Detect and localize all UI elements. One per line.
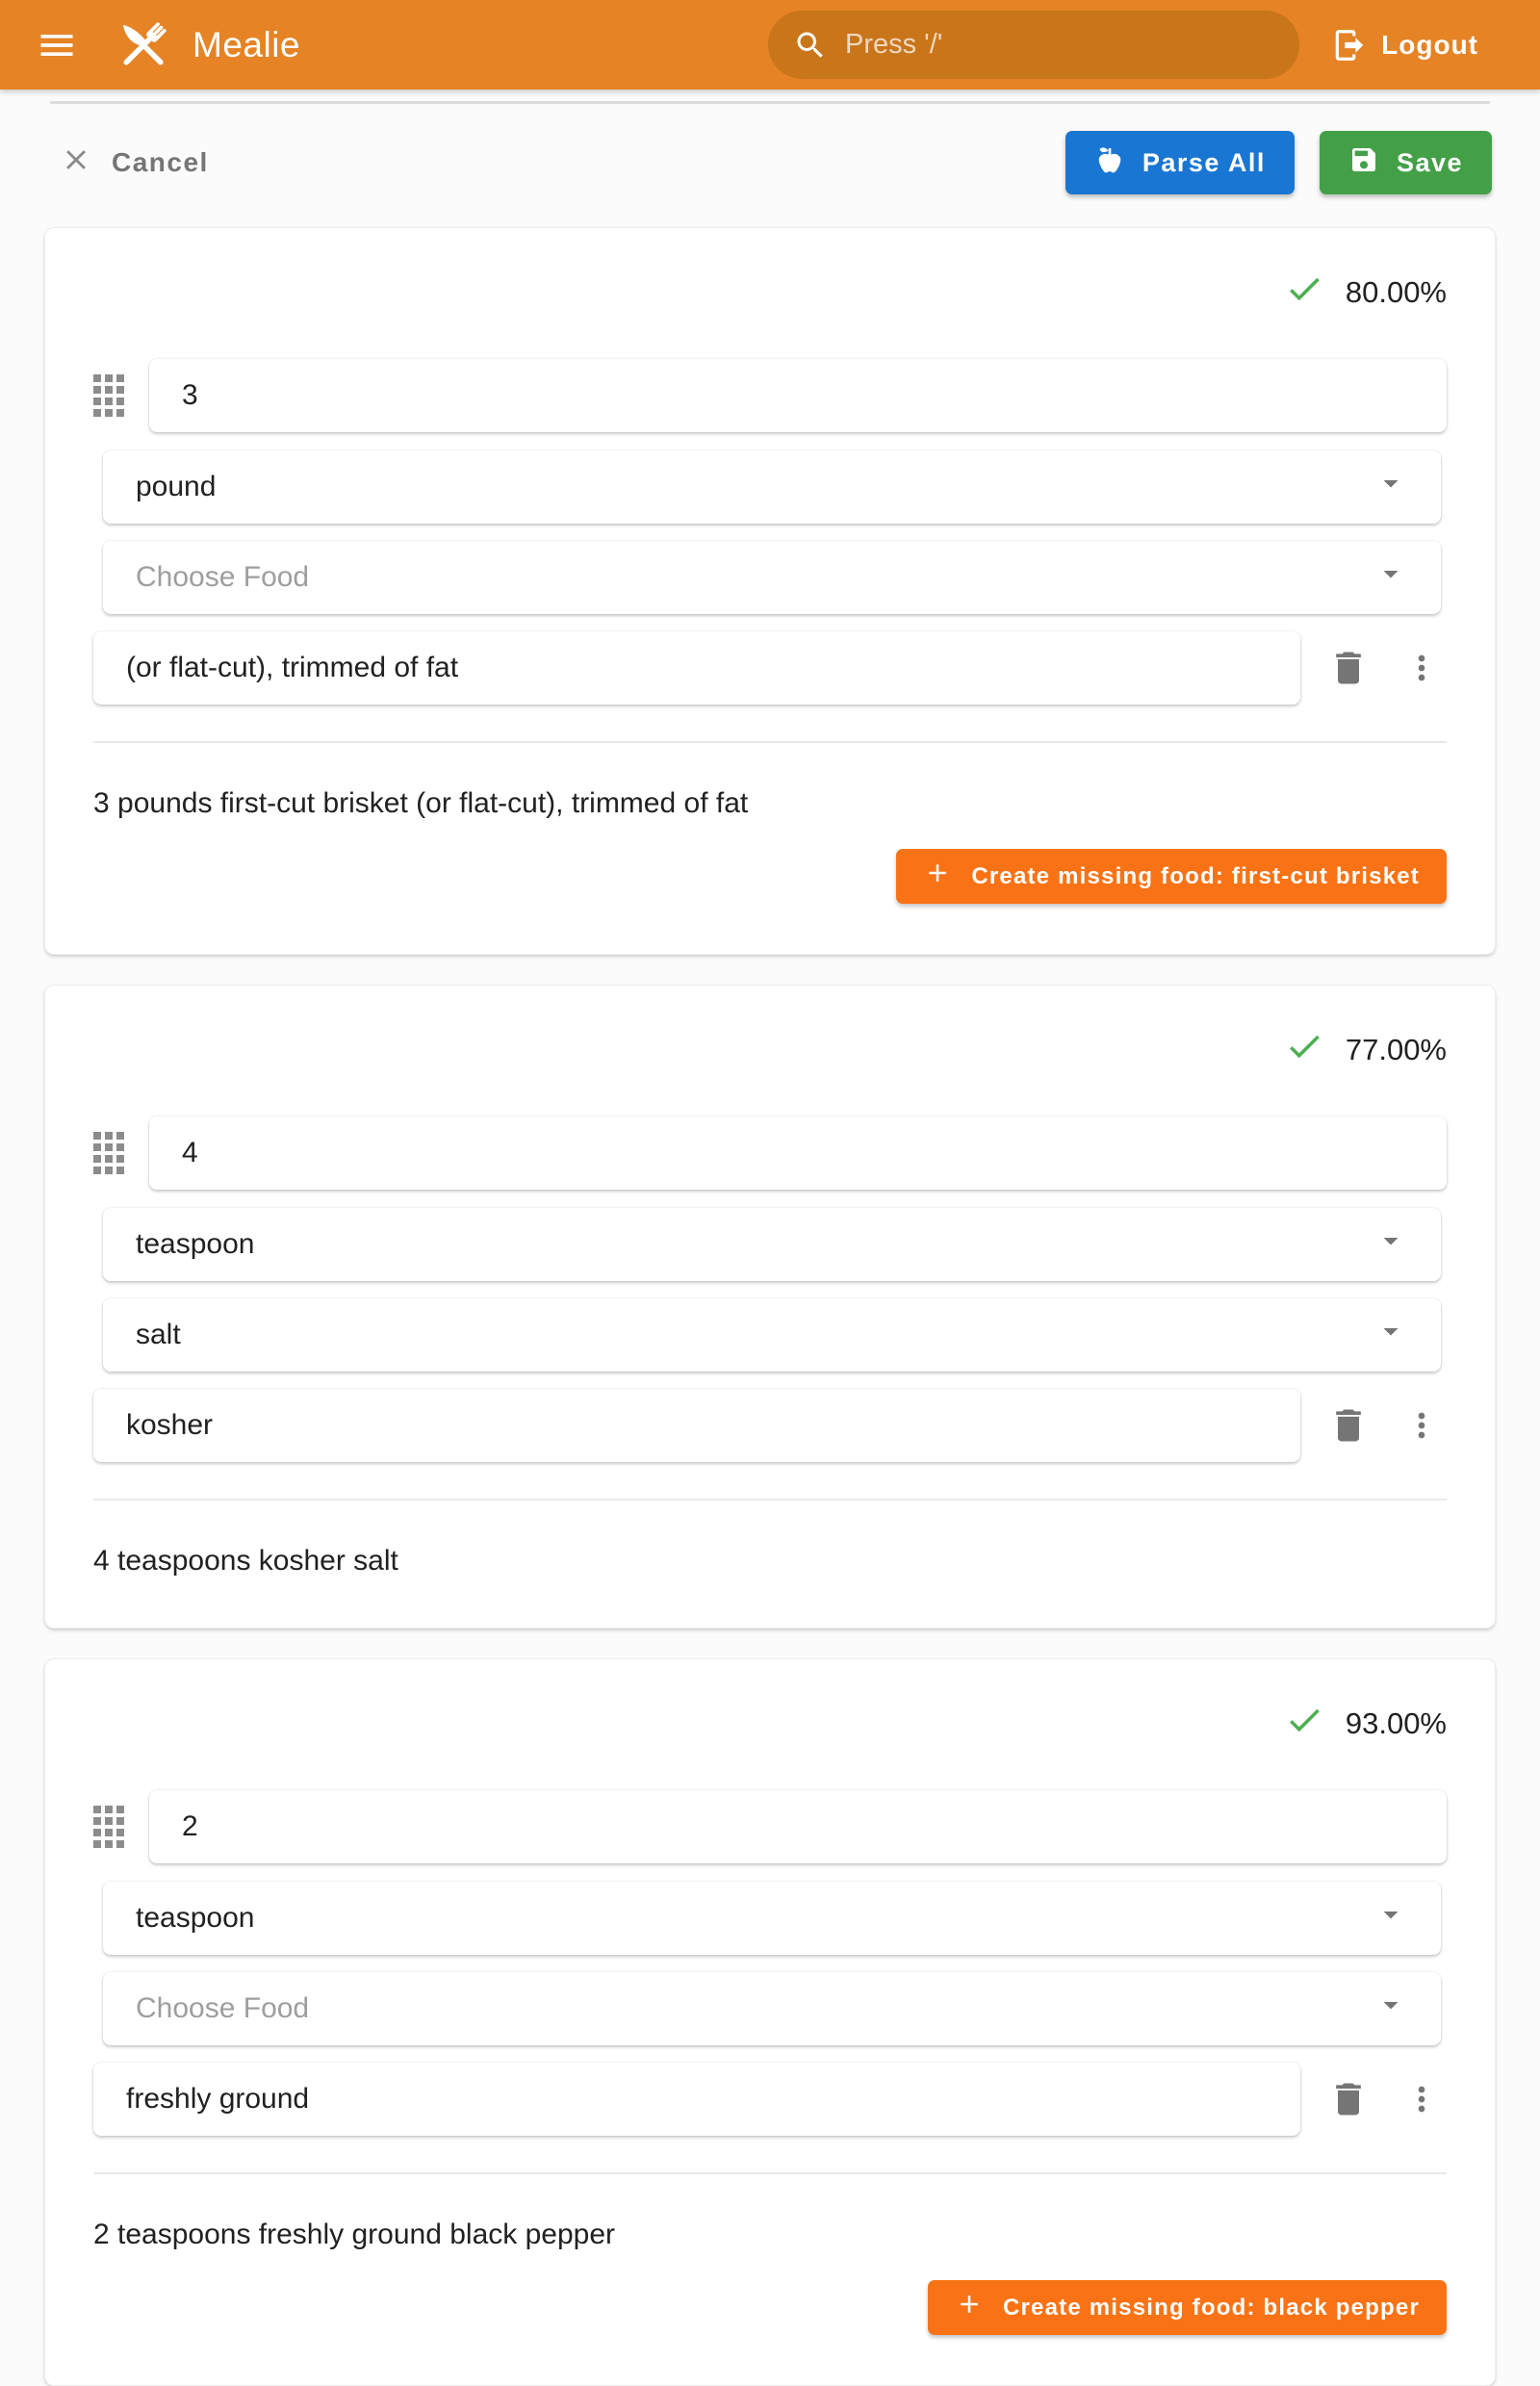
check-icon	[1284, 269, 1324, 317]
food-value: salt	[136, 1319, 181, 1350]
chevron-down-icon	[1373, 1988, 1408, 2030]
food-select[interactable]	[103, 1298, 1441, 1372]
unit-select[interactable]	[103, 450, 1441, 524]
search-bar[interactable]	[768, 11, 1299, 79]
plus-icon	[923, 859, 952, 894]
ingredient-card-1	[44, 227, 1496, 955]
create-missing-food-button[interactable]	[896, 849, 1447, 904]
mealie-logo-icon	[112, 13, 175, 77]
search-icon	[793, 28, 828, 63]
logout-label: Logout	[1381, 29, 1478, 60]
header-divider	[50, 101, 1490, 104]
more-menu-icon[interactable]	[1397, 2074, 1447, 2124]
confidence-value: 77.00%	[1345, 1033, 1447, 1066]
confidence-value: 80.00%	[1345, 275, 1447, 309]
app-bar	[0, 0, 1540, 90]
unit-value: teaspoon	[136, 1902, 255, 1934]
ingredient-parser-page	[0, 101, 1540, 2386]
unit-value: teaspoon	[136, 1228, 255, 1260]
delete-button[interactable]	[1323, 643, 1373, 693]
quantity-input[interactable]	[149, 359, 1447, 432]
save-label: Save	[1396, 147, 1463, 177]
logout-button[interactable]	[1331, 0, 1478, 90]
original-ingredient-text: 4 teaspoons kosher salt	[93, 1545, 398, 1577]
unit-select[interactable]	[103, 1208, 1441, 1281]
quantity-input[interactable]	[149, 1116, 1447, 1190]
card-divider	[93, 741, 1447, 743]
check-icon	[1284, 1700, 1324, 1748]
food-placeholder: Choose Food	[136, 1992, 310, 2024]
food-select[interactable]	[103, 1972, 1441, 2045]
more-menu-icon[interactable]	[1397, 1400, 1447, 1450]
drag-handle-icon[interactable]	[93, 374, 149, 417]
app-title: Mealie	[192, 24, 300, 64]
chevron-down-icon	[1373, 466, 1408, 508]
save-icon	[1348, 144, 1379, 182]
confidence-value: 93.00%	[1345, 1706, 1447, 1740]
card-divider	[93, 2172, 1447, 2174]
parse-all-button[interactable]	[1065, 131, 1295, 194]
ingredient-card-3	[44, 1658, 1496, 2386]
plus-icon	[955, 2290, 984, 2325]
parse-all-label: Parse All	[1142, 147, 1266, 177]
confidence-row	[93, 1026, 1447, 1074]
confidence-row	[93, 1700, 1447, 1748]
drag-handle-icon[interactable]	[93, 1806, 149, 1848]
original-ingredient-text: 2 teaspoons freshly ground black pepper	[93, 2219, 616, 2250]
delete-button[interactable]	[1323, 2074, 1373, 2124]
apple-icon	[1094, 144, 1125, 182]
note-input[interactable]	[93, 1389, 1300, 1462]
parser-toolbar	[48, 131, 1492, 194]
original-ingredient-text: 3 pounds first-cut brisket (or flat-cut), trimmed of fat	[93, 787, 749, 819]
note-input[interactable]	[93, 2063, 1300, 2136]
check-icon	[1284, 1026, 1324, 1074]
save-button[interactable]	[1320, 131, 1492, 194]
card-divider	[93, 1499, 1447, 1501]
chevron-down-icon	[1373, 556, 1408, 599]
confidence-row	[93, 269, 1447, 317]
food-placeholder: Choose Food	[136, 561, 310, 593]
note-input[interactable]	[93, 631, 1300, 705]
quantity-input[interactable]	[149, 1790, 1447, 1863]
create-missing-food-label: Create missing food: first-cut brisket	[971, 862, 1420, 889]
chevron-down-icon	[1373, 1314, 1408, 1356]
food-select[interactable]	[103, 541, 1441, 614]
menu-icon[interactable]	[29, 17, 85, 73]
create-missing-food-label: Create missing food: black pepper	[1002, 2294, 1420, 2321]
search-input[interactable]	[845, 29, 1274, 61]
create-missing-food-button[interactable]	[928, 2280, 1447, 2335]
drag-handle-icon[interactable]	[93, 1132, 149, 1174]
ingredient-card-2	[44, 985, 1496, 1629]
more-menu-icon[interactable]	[1397, 643, 1447, 693]
close-icon	[60, 143, 92, 183]
delete-button[interactable]	[1323, 1400, 1373, 1450]
logout-icon	[1331, 27, 1368, 64]
unit-value: pound	[136, 471, 217, 502]
chevron-down-icon	[1373, 1223, 1408, 1266]
cancel-button[interactable]	[48, 143, 220, 183]
cancel-label: Cancel	[112, 147, 209, 177]
chevron-down-icon	[1373, 1897, 1408, 1939]
unit-select[interactable]	[103, 1882, 1441, 1955]
